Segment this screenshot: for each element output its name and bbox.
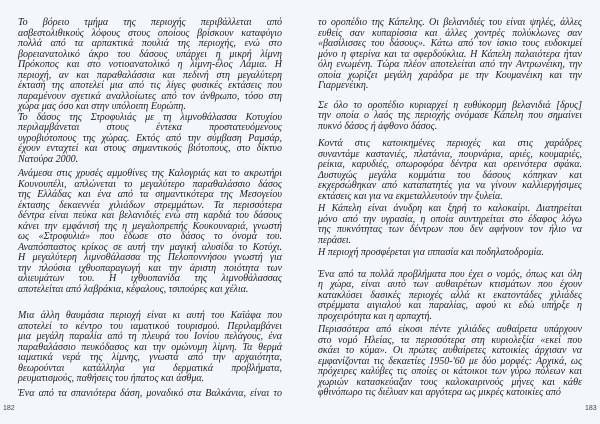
text-line-content: πολλά από τα αρπακτικά πουλιά της περιοχής, ενώ στο (18, 38, 282, 49)
text-line (18, 18, 282, 29)
text-line-content: Η Κάπελη είναι άνυδρη και ξηρή το καλοκαίρι. Διατηρείται (318, 203, 582, 214)
paragraph (318, 204, 582, 246)
text-line-content: παραμένουν σχετικά αναλλοίωτες από τον άνθρωπο, τόσο στη (18, 90, 282, 102)
text-line-content: συναντάμε καστανιές, πλατάνια, πουρνάρια, αριές, κουμαριές, (318, 148, 582, 160)
text-line (18, 190, 282, 201)
right-page-text (318, 18, 582, 399)
text-line-content: περιλαμβάνεται στους έντεκα προστατευόμενους (18, 122, 282, 133)
text-line (18, 211, 282, 222)
right-page-number: 183 (585, 405, 597, 412)
text-line (18, 60, 282, 71)
text-line (318, 39, 582, 50)
text-line-content: υγροβιότοπους της χώρας. Εκτός από την σύμβαση Ραμσάρ, (18, 132, 282, 144)
text-line (318, 192, 582, 203)
text-line-content: Σε όλο το οροπέδιο κυριαρχεί η ευθύκορμη βελανιδιά [δρυς] (318, 99, 582, 111)
text-line (318, 160, 582, 171)
text-line-content: κατακλύσει δασικές περιοχές αλλά κι εκατοντάδες χιλιάδες (318, 289, 582, 301)
text-line (318, 325, 582, 336)
text-line-content: οποία χωρίζει μεγάλη χαράδρα με την Κουμανέικη και την (318, 69, 582, 81)
text-line-content: Μια άλλη θαυμάσια περιοχή είναι κι αυτή του Καϊάφα που (18, 310, 282, 321)
text-line-content: χώρα μας όσο και στην υπόλοιπη Ευρώπη. (18, 101, 186, 112)
text-line (318, 204, 582, 215)
text-line (318, 312, 582, 323)
text-line-content: φθινόπωρο τις διέλυαν και αργότερα ως μικρές κατοικίες από (318, 387, 561, 398)
paragraph (318, 101, 582, 133)
paragraph (318, 270, 582, 323)
text-line-content: βορειανατολικό άκρο του δάσους υπάρχει η μικρή λίμνη (18, 48, 282, 60)
text-line (318, 280, 582, 291)
text-line (318, 248, 582, 259)
text-line (18, 389, 282, 400)
text-line-content: Περισσότερα από είκοσι πέντε χιλιάδες αυθαίρετα υπάρχουν (318, 324, 582, 335)
text-line-content: την πλούσια ιχθυοπαραγωγή και την άριστη ποιότητα των (18, 262, 282, 274)
text-line-content: Αναπόσπαστος κρίκος σε αυτή την μαγική αλυσίδα το Κοτύχι. (18, 241, 282, 253)
text-line (318, 225, 582, 236)
text-line-content: μόνο από την υγρασία, η οποία συντηρείται στο έδαφος λόγω (318, 213, 582, 225)
text-line-content: εμφανίζονται τις δεκαετίες 1950-'60 με δύο μορφές: Αρχικά, ως (318, 355, 582, 367)
text-line-content: Κουνουπέλι, απλώνεται το μεγαλύτερο παραθαλάσσιο δάσος (18, 178, 282, 190)
text-line (318, 301, 582, 312)
text-line-content: στρέμματα αιγιαλού και παραλίας, αφού κι εδώ υπήρξε η (318, 300, 582, 311)
text-line-content: έχουν ενταχτεί και στους σημαντικούς βιότοπους, στο δίκτυο (18, 143, 282, 154)
text-line-content: μόνο η φτερίνα και τα σφερδούκλια. Η Κάπελη παλαιότερα ήταν (318, 48, 582, 60)
text-line (18, 274, 282, 285)
text-line-content: σκάει το κύμα». Οι πρώτες αυθαίρετες κατοικίες άρχισαν να (318, 345, 582, 356)
text-line (18, 102, 282, 113)
paragraph (318, 18, 582, 92)
text-line-content: έκτασης δεκαεννέα χιλιάδων στρεμμάτων. Τα περισσότερα (18, 199, 282, 211)
text-line (18, 232, 282, 243)
text-line (18, 123, 282, 134)
text-line (318, 139, 582, 150)
left-page-number: 182 (3, 405, 15, 412)
text-line-content: Ένα από τα πολλά προβλήματα που έχει ο νομός, όπως και όλη (318, 268, 582, 280)
text-line-content: εκχερσώθηκαν από καταπατητές για να γίνουν καλλιεργήσιμες (318, 180, 582, 191)
text-line (318, 122, 582, 133)
text-line-content: Κοντά στις κατοικημένες περιοχές και στις χαράδρες (318, 138, 582, 149)
paragraph (18, 389, 282, 400)
text-line-content: την οποία ο λαός της περιοχής ονόμασε Κάπελη που σημαίνει (318, 110, 582, 121)
text-line-content: ευθείς σαν κυπαρίσσια και άλλες χοντρές πολύκλωνες σαν (318, 27, 582, 39)
text-line-content: περάσει. (318, 234, 352, 246)
text-line-content: Γιαρμενέικη. (318, 80, 369, 91)
text-line (318, 18, 582, 29)
paragraph (318, 325, 582, 399)
text-line (318, 346, 582, 357)
paragraph (18, 169, 282, 295)
text-line (18, 353, 282, 364)
text-line-content: αλιευμάτων του. Η ιχθυοπανίδα της λιμνοθάλασσας (18, 273, 282, 284)
text-line-content: Ένα από τα σπανιότερα δάση, μοναδικό στα Βαλκάνια, είναι το (18, 387, 282, 399)
text-line-content: Δυστυχώς μεγάλα κομμάτια του δάσους κόπηκαν και (318, 169, 582, 181)
text-line (318, 81, 582, 92)
text-line (18, 332, 282, 343)
text-line-content: προχειρότητα και η αρπαχτή. (318, 310, 432, 322)
text-line-content: ρείκια, καρυδιές, οπωροφόρα δέντρα και ορεινότερα σφάκα. (318, 159, 582, 170)
text-line-content: χωριών κατασκεύαζαν τους καλοκαιρινούς μήνες και κάθε (318, 376, 582, 388)
text-line-content: Πρόκοπος και στο νοτιοανατολικό η λίμνη-έλος Λάμια. Η (18, 59, 282, 70)
paragraph (318, 248, 582, 259)
text-line-content: Η μεγαλύτερη λιμνοθάλασσα της Πελοποννήσου γνωστή για (18, 252, 282, 263)
paragraph (318, 139, 582, 202)
text-line-content: Το δάσος της Στροφυλιάς με τη λιμνοθάλασσα Κοτυχίου (18, 111, 282, 123)
text-line-content: ρευματισμούς, παθήσεις του ήπατος και άσθμα. (18, 373, 205, 384)
text-line-content: εκτάσεις και για να εκμεταλλευτούν την ξυλεία. (318, 190, 503, 202)
text-line (318, 236, 582, 247)
text-line-content: στο νομό Ηλείας, τα περισσότερα στη κυριολεξία «εκεί που (318, 334, 582, 346)
text-line (18, 169, 282, 180)
text-line (18, 155, 282, 166)
text-line (18, 311, 282, 322)
text-line-content: ιαματικά νερά της λίμνης, γνωστά από την αρχαιότητα, (18, 352, 282, 363)
text-line-content: Ανάμεσα στις χρυσές αμμοθίνες της Καλογριάς και το ακρωτήρι (18, 168, 282, 179)
text-line (18, 253, 282, 264)
text-line (18, 39, 282, 50)
text-line (318, 367, 582, 378)
text-line (18, 285, 282, 296)
text-line-content: κάνει την εμφάνισή της η μεγαλοπρεπής Κουκουναριά, γνωστή (18, 220, 282, 232)
text-line-content: Το βόρειο τμήμα της περιοχής περιβάλλεται από (18, 17, 282, 28)
text-line-content: έκτασή της αποτελεί μια από τις λίγες φυσικές εκτάσεις που (18, 80, 282, 91)
text-line-content: το οροπέδιο της Κάπελης. Οι βελανιδιές του είναι ψηλές, άλλες (318, 17, 582, 28)
text-line-content: της πυκνότητας των δέντρων που δεν αφήνουν τον ήλιο να (318, 224, 582, 235)
text-line (18, 144, 282, 155)
paragraph (18, 311, 282, 385)
text-line-content: περιοχή, αν και παραθαλάσσια και πεδινή στη μεγαλύτερη (18, 69, 282, 81)
text-line (318, 60, 582, 71)
paragraph (18, 113, 282, 166)
text-line (318, 181, 582, 192)
text-line-content: Νατούρα 2000. (18, 153, 79, 165)
text-line (18, 81, 282, 92)
paragraph (18, 18, 282, 113)
text-line-content: αποτελείται από λαβράκια, κέφαλους, τσιπούρες και χέλια. (18, 283, 249, 295)
text-line-content: θεωρούνται κατάλληλα για δερματικά προβλήματα, (18, 362, 282, 374)
text-line-content: ως «Στροφυλιά» που έδωσε στο δάσος το όνομά του. (18, 231, 282, 242)
text-line-content: πρόχειρες καλύβες τις οποίες οι κάτοικοι των γύρω πόλεων και (318, 366, 582, 377)
text-line-content: «βασίλισσες του δάσους». Κάτω από τον ίσκιο τους ευδοκιμεί (318, 38, 582, 49)
text-line (318, 111, 582, 122)
text-line-content: πυκνό δάσος ή άφθονο δάσος. (318, 120, 438, 132)
left-page-text (18, 18, 282, 399)
text-line-content: μια μεγάλη παραλία από τη πλευρά του Ιονίου πελάγους, ένα (18, 331, 282, 342)
text-line (18, 374, 282, 385)
text-line-content: αποτελεί το κέντρο του ιαματικού τουρισμού. Περιλαμβάνει (18, 320, 282, 332)
text-line-content: παραθαλάσσιο πευκόδασος και την ομώνυμη λίμνη. Τα θερμά (18, 341, 282, 353)
text-line-content: όλη ενωμένη. Τώρα πλέον αποτελείται από την Αντρωνέικη, την (318, 59, 582, 70)
text-line (318, 388, 582, 399)
text-line-content: Η περιοχή προσφέρεται για ιππασία και ποδηλατοδρομία. (318, 247, 545, 258)
text-line-content: της Ελλάδας και ένα από τα σημαντικότερα της Μεσογείου (18, 189, 282, 200)
text-line-content: ασβεστολιθικούς λόφους στους οποίους βρίσκουν καταφύγιο (18, 27, 282, 39)
text-line-content: δέντρα είναι πεύκα και βελανιδιές ενώ στη καρδιά του δάσους (18, 210, 282, 221)
text-line-content: η χώρα, είναι αυτό των αυθαιρέτων κτισμάτων που έχουν (318, 279, 582, 290)
